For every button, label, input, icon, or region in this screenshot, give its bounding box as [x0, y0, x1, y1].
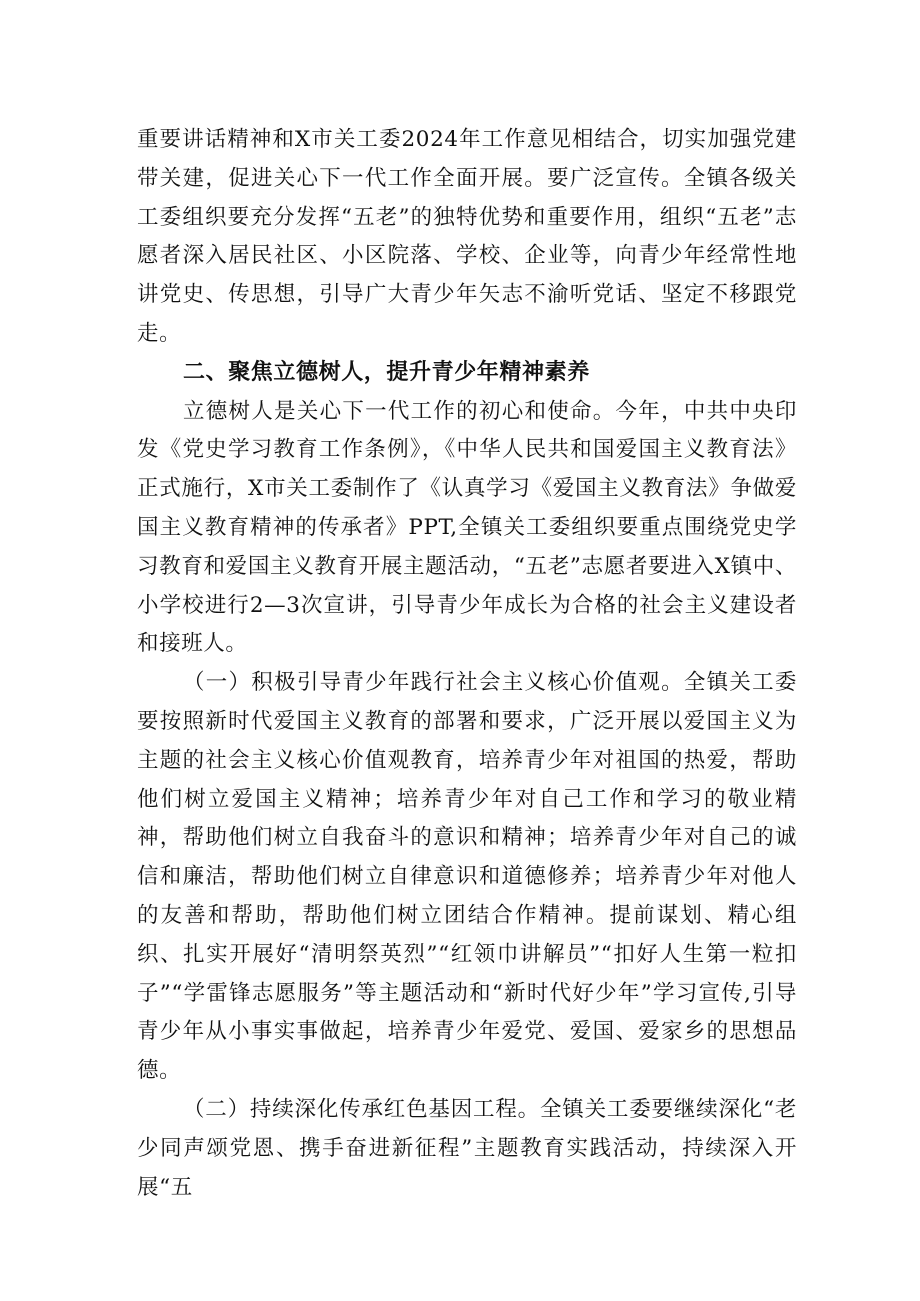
- paragraph-party-building: 重要讲话精神和X市关工委2024年工作意见相结合，切实加强党建带关建，促进关心下一代工作全面开展。要广泛宣传。全镇各级关工委组织要充分发挥“五老”的独特优势和重要作用，组织“五老”志愿者深入居民社区、小区院落、学校、企业等，向青少年经常性地讲党史、传思想，引导广大青少年矢志不渝听党话、坚定不移跟党走。: [137, 127, 797, 346]
- paragraph-red-gene: （二）持续深化传承红色基因工程。全镇关工委要继续深化“老少同声颂党恩、携手奋进新征程”主题教育实践活动，持续深入开展“五: [137, 1096, 797, 1200]
- document-body: [137, 121, 797, 1207]
- paragraph-moral-education: 立德树人是关心下一代工作的初心和使命。今年，中共中央印发《党史学习教育工作条例》，《中华人民共和国爱国主义教育法》正式施行，X市关工委制作了《认真学习《爱国主义教育法》争做爱国主义教育精神的传承者》PPT,全镇关工委组织要重点围绕党史学习教育和爱国主义教育开展主题活动，“五老”志愿者要进入X镇中、小学校进行2—3次宣讲，引导青少年成长为合格的社会主义建设者和接班人。: [137, 398, 797, 657]
- section-heading-2: 二、聚焦立德树人，提升青少年精神素养: [183, 359, 590, 385]
- paragraph-core-values: （一）积极引导青少年践行社会主义核心价值观。全镇关工委要按照新时代爱国主义教育的部署和要求，广泛开展以爱国主义为主题的社会主义核心价值观教育，培养青少年对祖国的热爱，帮助他们树立爱国主义精神；培养青少年对自己工作和学习的敬业精神，帮助他们树立自我奋斗的意识和精神；培养青少年对自己的诚信和廉洁，帮助他们树立自律意识和道德修养；培养青少年对他人的友善和帮助，帮助他们树立团结合作精神。提前谋划、精心组织、扎实开展好“清明祭英烈”“红领巾讲解员”“扣好人生第一粒扣子”“学雷锋志愿服务”等主题活动和“新时代好少年”学习宣传,引导青少年从小事实事做起，培养青少年爱党、爱国、爱家乡的思想品德。: [137, 670, 797, 1084]
